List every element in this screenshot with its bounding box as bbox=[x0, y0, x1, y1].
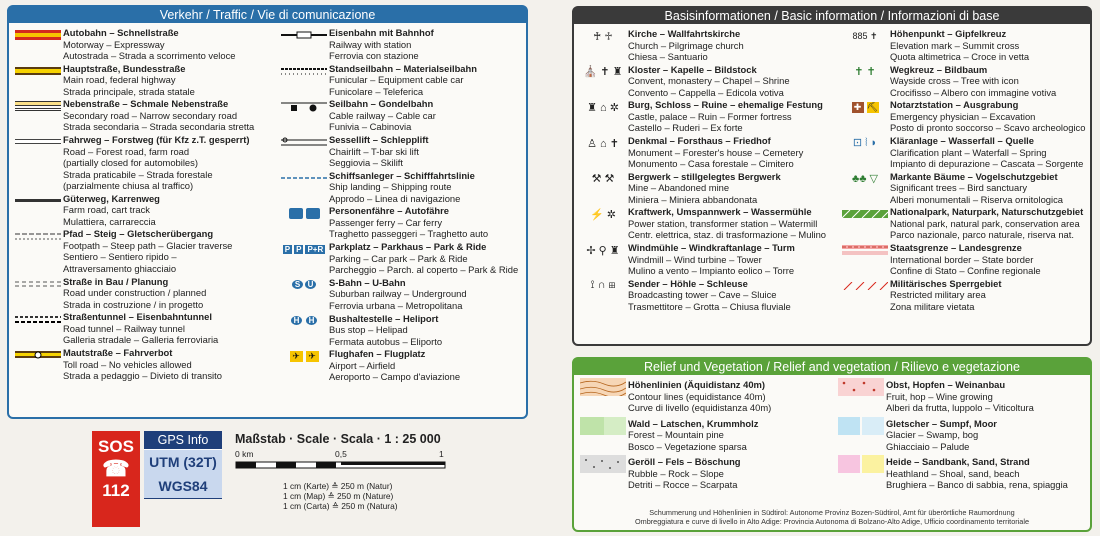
funicular-icon bbox=[279, 63, 329, 79]
legend-item-text bbox=[329, 313, 442, 348]
legend-item-title: Gletscher – Sumpf, Moor bbox=[886, 417, 997, 429]
legend-item-text bbox=[890, 28, 1029, 63]
wayside-icon: ✝ ✝ bbox=[854, 66, 876, 79]
basic-info-title: Basisinformationen / Basic information / Informazioni di base bbox=[574, 8, 1090, 24]
legend-item-text bbox=[628, 278, 791, 313]
traffic-legend-panel bbox=[7, 5, 528, 419]
legend-item-translation: Suburban railway – Underground bbox=[329, 288, 467, 300]
legend-item-sbahn bbox=[279, 277, 525, 313]
legend-item-translation: Railway with station bbox=[329, 38, 412, 50]
castle-icon: ♜ ⌂ ✲ bbox=[587, 101, 619, 114]
legend-item-parking bbox=[279, 241, 525, 277]
legend-item-tunnel bbox=[13, 311, 275, 347]
legend-item-title: Höhenlinien (Äquidistanz 40m) bbox=[628, 379, 765, 390]
legend-item-border bbox=[840, 242, 1090, 278]
legend-item-bau bbox=[13, 276, 275, 312]
legend-item-text bbox=[628, 99, 823, 134]
basic-info-right-column bbox=[840, 28, 1090, 314]
legend-item-text bbox=[890, 242, 1041, 277]
legend-item-translation: Road tunnel – Railway tunnel bbox=[63, 322, 185, 334]
relief-left-column bbox=[578, 379, 828, 495]
relief-right-column bbox=[836, 379, 1090, 495]
mine-icon: ⚒ ⚒ bbox=[591, 173, 615, 186]
rubble-icon bbox=[578, 456, 628, 472]
legend-item-translation: Confine di Stato – Confine regionale bbox=[890, 265, 1041, 277]
airport-icon: ✈ ✈ bbox=[279, 348, 329, 364]
legend-item-translation: Parking – Car park – Park & Ride bbox=[329, 252, 468, 264]
legend-item-title: Staatsgrenze – Landesgrenze bbox=[890, 242, 1022, 254]
legend-item-translation: Strada principale, strada statale bbox=[63, 85, 195, 97]
legend-item-translation: Chairlift – T-bar ski lift bbox=[329, 145, 419, 157]
legend-item-title: Seilbahn – Gondelbahn bbox=[329, 98, 434, 110]
heath-icon bbox=[836, 456, 886, 472]
legend-item-translation: Ghiacciaio – Palude bbox=[886, 440, 970, 452]
fruit-icon bbox=[836, 379, 886, 395]
legend-item-text bbox=[63, 311, 218, 346]
legend-item-text bbox=[628, 171, 781, 206]
legend-item-text bbox=[329, 63, 477, 98]
legend-item-title: Hauptstraße, Bundesstraße bbox=[63, 62, 186, 74]
legend-item-fahrweg bbox=[13, 134, 275, 193]
legend-item-translation: Bus stop – Helipad bbox=[329, 324, 408, 335]
legend-item-translation: National park, natural park, conservation area bbox=[890, 217, 1080, 229]
legend-item-translation: International border – State border bbox=[890, 253, 1034, 265]
legend-item-translation: Strada in costruzione / in progetto bbox=[63, 298, 204, 310]
legend-item-text bbox=[329, 170, 475, 205]
tunnel-icon bbox=[13, 311, 63, 327]
scale-tick: 0 km bbox=[235, 449, 254, 459]
legend-item-park bbox=[840, 206, 1090, 242]
legend-item-translation: Aeroporto – Campo d'aviazione bbox=[329, 371, 461, 383]
legend-item-translation: Seggiovia – Skilift bbox=[329, 157, 403, 169]
legend-item-text bbox=[628, 206, 826, 241]
bau-icon bbox=[13, 276, 63, 292]
legend-item-gueterweg bbox=[13, 193, 275, 229]
legend-item-maut bbox=[13, 347, 275, 383]
legend-item-text bbox=[63, 228, 232, 274]
legend-item-text bbox=[329, 134, 429, 169]
legend-item-translation: Ship landing – Shipping route bbox=[329, 181, 452, 193]
scale-tick: 1 bbox=[439, 449, 444, 459]
legend-item-translation: Monument – Forester's house – Cemetery bbox=[628, 146, 804, 158]
legend-item-translation: Trasmettitore – Grotta – Chiusa fluviale bbox=[628, 300, 791, 312]
legend-item-translation: Funicolare – Teleferica bbox=[329, 85, 424, 97]
hauptstrasse-icon bbox=[13, 63, 63, 79]
legend-item-mine bbox=[578, 171, 840, 207]
legend-item-translation: Power station, transformer station – Watermill bbox=[628, 217, 818, 229]
scale-row: 1 cm (Map) ≙ 250 m (Nature) bbox=[283, 491, 394, 501]
gueterweg-icon bbox=[13, 193, 63, 209]
legend-item-rail bbox=[279, 27, 525, 63]
sos-emergency-badge bbox=[92, 431, 140, 527]
legend-item-text bbox=[628, 135, 803, 170]
legend-item-title: Flughafen – Flugplatz bbox=[329, 348, 426, 360]
legend-item-text bbox=[628, 64, 790, 99]
legend-item-glacier bbox=[836, 418, 1090, 457]
scale-bar-block bbox=[235, 431, 455, 511]
legend-item-title: Schiffsanleger – Schifffahrtslinie bbox=[329, 169, 475, 181]
legend-item-translation: Centr. elettrica, staz. di trasformazione – Mulino bbox=[628, 229, 827, 241]
legend-item-title: Markante Bäume – Vogelschutzgebiet bbox=[890, 170, 1058, 182]
elevation-icon: 885 ✝ bbox=[852, 30, 878, 41]
legend-item-translation: (parzialmente chiusa al traffico) bbox=[63, 180, 194, 192]
scale-row: 1 cm (Carta) ≙ 250 m (Natura) bbox=[283, 501, 398, 511]
legend-item-translation: Forest – Mountain pine bbox=[628, 429, 724, 440]
legend-item-title: Höhenpunkt – Gipfelkreuz bbox=[890, 28, 1007, 39]
gps-wgs: WGS84 bbox=[144, 474, 222, 498]
legend-item-translation: Elevation mark – Summit cross bbox=[890, 39, 1020, 51]
legend-item-title: Militärisches Sperrgebiet bbox=[890, 277, 1002, 289]
legend-item-translation: Bosco – Vegetazione sparsa bbox=[628, 440, 747, 452]
legend-item-text bbox=[63, 193, 160, 228]
gps-info-box bbox=[144, 431, 222, 499]
legend-item-translation: Ferrovia urbana – Metropolitana bbox=[329, 299, 463, 311]
legend-item-translation: Strada praticabile – Strada forestale bbox=[63, 168, 213, 180]
legend-item-translation: Secondary road – Narrow secondary road bbox=[63, 109, 238, 121]
legend-item-text bbox=[886, 456, 1068, 491]
cablecar-icon bbox=[279, 98, 329, 114]
legend-item-translation: Farm road, cart track bbox=[63, 204, 150, 216]
legend-item-translation: Sentiero – Sentiero ripido – bbox=[63, 251, 177, 263]
parking-icon: P P P+R bbox=[284, 244, 324, 254]
legend-item-military bbox=[840, 278, 1090, 314]
legend-item-translation: Main road, federal highway bbox=[63, 74, 176, 86]
legend-item-ferry bbox=[279, 205, 525, 241]
legend-item-monument bbox=[578, 135, 840, 171]
legend-item-contour bbox=[578, 379, 828, 418]
legend-item-water bbox=[840, 135, 1090, 171]
sbahn-icon: S U bbox=[279, 277, 329, 293]
monument-icon: ♙ ⌂ ✝ bbox=[587, 137, 619, 150]
legend-item-translation: Fermata autobus – Eliporto bbox=[329, 335, 443, 347]
legend-item-title: Heide – Sandbank, Sand, Strand bbox=[886, 456, 1030, 467]
legend-item-nebenstrasse bbox=[13, 98, 275, 134]
legend-item-church bbox=[578, 28, 840, 64]
legend-item-title: Wald – Latschen, Krummholz bbox=[628, 417, 759, 429]
legend-item-translation: Chiesa – Santuario bbox=[628, 51, 708, 62]
legend-item-text bbox=[886, 379, 1034, 414]
legend-item-text bbox=[886, 418, 997, 453]
legend-item-title: Notarztstation – Ausgrabung bbox=[890, 99, 1019, 111]
legend-item-title: Fahrweg – Forstweg (für Kfz z.T. gesperrt) bbox=[63, 134, 250, 146]
legend-item-title: Mautstraße – Fahrverbot bbox=[63, 347, 173, 358]
traffic-legend-right-column bbox=[279, 27, 525, 384]
maut-icon bbox=[13, 347, 63, 363]
park-icon bbox=[840, 206, 890, 222]
legend-item-text bbox=[63, 134, 249, 192]
legend-item-title: Parkplatz – Parkhaus – Park & Ride bbox=[329, 241, 487, 253]
legend-item-text bbox=[628, 28, 744, 63]
legend-item-translation: Glacier – Swamp, bog bbox=[886, 429, 979, 440]
trees-icon: ♣♣ ▽ bbox=[852, 173, 878, 186]
autobahn-icon bbox=[13, 27, 63, 43]
church-icon: ♰ ♱ bbox=[593, 30, 613, 43]
legend-item-translation: Airport – Airfield bbox=[329, 359, 396, 371]
legend-item-airport bbox=[279, 348, 525, 384]
legend-item-translation: Windmill – Wind turbine – Tower bbox=[628, 253, 762, 265]
legend-item-heath bbox=[836, 456, 1090, 495]
legend-item-wayside bbox=[840, 64, 1090, 100]
legend-item-title: Geröll – Fels – Böschung bbox=[628, 456, 741, 467]
legend-item-text bbox=[63, 98, 254, 133]
legend-item-translation: Mulattiera, carrareccia bbox=[63, 215, 156, 227]
legend-item-translation: Castello – Ruderi – Ex forte bbox=[628, 122, 743, 134]
legend-item-translation: Attraversamento ghiacciaio bbox=[63, 262, 177, 274]
legend-item-ship bbox=[279, 170, 525, 206]
legend-item-translation: Road – Forest road, farm road bbox=[63, 145, 190, 157]
legend-item-title: Wegkreuz – Bildbaum bbox=[890, 63, 988, 75]
legend-item-translation: Posto di pronto soccorso – Scavo archeologico bbox=[890, 122, 1086, 134]
legend-item-translation: Brughiera – Banco di sabbia, rena, spiaggia bbox=[886, 479, 1068, 490]
legend-item-title: Straßentunnel – Eisenbahntunnel bbox=[63, 311, 212, 323]
legend-item-title: Güterweg, Karrenweg bbox=[63, 192, 160, 204]
legend-item-title: Personenfähre – Autofähre bbox=[329, 205, 449, 217]
emergency-icon: ✚ ⛏ bbox=[840, 99, 890, 115]
legend-item-translation: Significant trees – Bird sanctuary bbox=[890, 182, 1028, 194]
glacier-icon bbox=[836, 418, 886, 434]
legend-item-text bbox=[628, 418, 758, 453]
legend-item-title: Pfad – Steig – Gletscherübergang bbox=[63, 228, 214, 240]
legend-item-title: Burg, Schloss – Ruine – ehemalige Festung bbox=[628, 99, 823, 111]
legend-item-text bbox=[890, 135, 1083, 170]
legend-item-cablecar bbox=[279, 98, 525, 134]
relief-source-note bbox=[574, 508, 1090, 526]
legend-item-text bbox=[628, 379, 771, 414]
legend-item-title: Sessellift – Schlepplift bbox=[329, 134, 429, 146]
legend-item-text bbox=[890, 278, 1002, 313]
legend-item-translation: Broadcasting tower – Cave – Sluice bbox=[628, 289, 777, 301]
legend-item-castle bbox=[578, 99, 840, 135]
legend-item-translation: Restricted military area bbox=[890, 289, 986, 301]
legend-item-text bbox=[329, 277, 467, 312]
legend-item-monastery bbox=[578, 64, 840, 100]
legend-item-text bbox=[329, 205, 488, 240]
note-line: Ombreggiatura e curve di livello in Alto Adige: Provincia Autonoma di Bolzano-Alto Adige, Ufficio coordinamento territoriale bbox=[634, 517, 1030, 526]
legend-item-translation: Alberi da frutta, luppolo – Viticoltura bbox=[886, 402, 1034, 413]
legend-item-translation: Convento – Cappella – Edicola votiva bbox=[628, 86, 784, 98]
legend-item-title: Eisenbahn mit Bahnhof bbox=[329, 27, 434, 38]
legend-item-title: Obst, Hopfen – Weinanbau bbox=[886, 379, 1006, 390]
bus-icon: H H bbox=[279, 313, 329, 329]
ferry-icon bbox=[279, 205, 329, 221]
legend-item-text bbox=[329, 98, 436, 133]
traffic-legend-left-column bbox=[13, 27, 275, 383]
legend-item-title: Bushaltestelle – Heliport bbox=[329, 312, 439, 324]
chairlift-icon bbox=[279, 134, 329, 150]
legend-item-translation: Convent, monastery – Chapel – Shrine bbox=[628, 75, 790, 87]
gps-title: GPS Info bbox=[144, 431, 222, 450]
legend-item-translation: Crocifisso – Albero con immagine votiva bbox=[890, 86, 1057, 98]
traffic-legend-title: Verkehr / Traffic / Vie di comunicazione bbox=[9, 7, 526, 23]
ship-icon bbox=[279, 170, 329, 186]
legend-item-translation: Strada secondaria – Strada secondaria stretta bbox=[63, 121, 255, 133]
legend-item-text bbox=[329, 348, 460, 383]
power-icon: ⚡ ✲ bbox=[590, 208, 616, 221]
legend-item-title: Kläranlage – Wasserfall – Quelle bbox=[890, 135, 1034, 147]
legend-item-bus bbox=[279, 313, 525, 349]
legend-item-rubble bbox=[578, 456, 828, 495]
legend-item-translation: Footpath – Steep path – Glacier traverse bbox=[63, 239, 233, 251]
border-icon bbox=[840, 242, 890, 258]
legend-item-title: Kraftwerk, Umspannwerk – Wassermühle bbox=[628, 206, 812, 218]
legend-item-title: Nationalpark, Naturpark, Naturschutzgebiet bbox=[890, 206, 1084, 218]
legend-item-title: Sender – Höhle – Schleuse bbox=[628, 277, 748, 289]
legend-item-translation: Passenger ferry – Car ferry bbox=[329, 216, 443, 228]
legend-item-title: Standseilbahn – Materialseilbahn bbox=[329, 62, 477, 74]
legend-item-translation: Traghetto passeggeri – Traghetto auto bbox=[329, 228, 489, 240]
legend-item-chairlift bbox=[279, 134, 525, 170]
legend-item-translation: Mine – Abandoned mine bbox=[628, 182, 730, 194]
legend-item-translation: Clarification plant – Waterfall – Spring bbox=[890, 146, 1047, 158]
legend-item-translation: Monumento – Casa forestale – Cimitero bbox=[628, 158, 794, 170]
legend-item-translation: Curve di livello (equidistanza 40m) bbox=[628, 402, 772, 413]
legend-item-translation: Road under construction / planned bbox=[63, 287, 207, 299]
legend-item-translation: Ferrovia con stazione bbox=[329, 50, 419, 61]
legend-item-pfad bbox=[13, 228, 275, 275]
legend-item-translation: Alberi monumentali – Riserva ornitologica bbox=[890, 193, 1063, 205]
sos-label: SOS bbox=[98, 437, 134, 456]
legend-item-text bbox=[63, 63, 195, 98]
military-icon bbox=[840, 278, 890, 294]
basic-info-panel bbox=[572, 6, 1092, 346]
legend-item-text bbox=[329, 241, 518, 276]
legend-item-translation: Motorway – Expressway bbox=[63, 38, 165, 50]
legend-item-fruit bbox=[836, 379, 1090, 418]
legend-item-translation: Fruit, hop – Wine growing bbox=[886, 390, 993, 402]
monastery-icon: ⛪ ✝ ♜ bbox=[583, 66, 623, 79]
legend-item-text bbox=[890, 64, 1056, 99]
legend-item-power bbox=[578, 206, 840, 242]
legend-item-translation: Heathland – Shoal, sand, beach bbox=[886, 467, 1020, 479]
legend-item-translation: Zona militare vietata bbox=[890, 300, 975, 312]
contour-icon bbox=[578, 379, 628, 395]
scale-row: 1 cm (Karte) ≙ 250 m (Natur) bbox=[283, 481, 393, 491]
scale-bar bbox=[235, 460, 447, 470]
legend-item-transmitter bbox=[578, 278, 840, 314]
legend-item-title: Nebenstraße – Schmale Nebenstraße bbox=[63, 98, 229, 110]
water-icon: ⊡ ⦚ ◗ bbox=[852, 137, 878, 150]
legend-item-windmill bbox=[578, 242, 840, 278]
legend-item-translation: Funivia – Cabinovia bbox=[329, 121, 412, 133]
scale-title: Maßstab · Scale · Scala · 1 : 25 000 bbox=[235, 432, 441, 446]
legend-item-translation: Galleria stradale – Galleria ferroviaria bbox=[63, 334, 219, 346]
relief-vegetation-panel bbox=[572, 357, 1092, 532]
gps-utm: UTM (32T) bbox=[144, 450, 222, 474]
legend-item-translation: (partially closed for automobiles) bbox=[63, 157, 198, 169]
legend-item-translation: Autostrada – Strada a scorrimento veloce bbox=[63, 50, 236, 61]
legend-item-translation: Parco nazionale, parco naturale, riserva nat. bbox=[890, 229, 1074, 241]
forest-icon bbox=[578, 418, 628, 434]
legend-item-translation: Parcheggio – Parch. al coperto – Park & Ride bbox=[329, 264, 519, 276]
legend-item-translation: Toll road – No vehicles allowed bbox=[63, 358, 192, 370]
legend-item-title: Windmühle – Windkraftanlage – Turm bbox=[628, 242, 795, 254]
legend-item-translation: Miniera – Miniera abbandonata bbox=[628, 193, 758, 205]
legend-item-text bbox=[628, 242, 795, 277]
legend-item-translation: Impianto di depurazione – Cascata – Sorgente bbox=[890, 158, 1084, 170]
legend-item-translation: Church – Pilgrimage church bbox=[628, 39, 744, 51]
legend-item-translation: Rubble – Rock – Slope bbox=[628, 467, 724, 479]
legend-item-title: Bergwerk – stillgelegtes Bergwerk bbox=[628, 170, 781, 182]
legend-item-translation: Mulino a vento – Impianto eolico – Torre bbox=[628, 265, 795, 277]
legend-item-translation: Strada a pedaggio – Divieto di transito bbox=[63, 370, 222, 381]
sos-number: 112 bbox=[102, 481, 130, 500]
rail-icon bbox=[279, 27, 329, 43]
legend-item-translation: Wayside cross – Tree with icon bbox=[890, 75, 1019, 87]
legend-item-translation: Quota altimetrica – Croce in vetta bbox=[890, 51, 1030, 62]
legend-item-title: Autobahn – Schnellstraße bbox=[63, 27, 179, 38]
legend-item-text bbox=[628, 456, 741, 491]
legend-item-text bbox=[890, 99, 1085, 134]
legend-item-autobahn bbox=[13, 27, 275, 63]
legend-item-forest bbox=[578, 418, 828, 457]
legend-item-hauptstrasse bbox=[13, 63, 275, 99]
scale-tick: 0,5 bbox=[335, 449, 347, 459]
legend-item-text bbox=[63, 27, 236, 62]
legend-item-translation: Approdo – Linea di navigazione bbox=[329, 192, 461, 204]
transmitter-icon: ⟟ ∩ ⊞ bbox=[590, 279, 616, 292]
legend-item-text bbox=[890, 171, 1063, 206]
note-line: Schummerung und Höhenlinien in Südtirol: Autonome Provinz Bozen-Südtirol, Amt für überörtliche Raumordnung bbox=[649, 508, 1015, 517]
legend-item-funicular bbox=[279, 63, 525, 99]
basic-info-left-column bbox=[578, 28, 840, 314]
legend-item-trees bbox=[840, 171, 1090, 207]
legend-item-text bbox=[63, 347, 222, 382]
pfad-icon bbox=[13, 228, 63, 244]
legend-item-title: Denkmal – Forsthaus – Friedhof bbox=[628, 135, 771, 147]
legend-item-translation: Cable railway – Cable car bbox=[329, 109, 436, 121]
windmill-icon: ✢ ⚲ ♜ bbox=[586, 244, 620, 257]
fahrweg-icon bbox=[13, 134, 63, 150]
legend-item-emergency bbox=[840, 99, 1090, 135]
legend-item-text bbox=[329, 27, 434, 62]
legend-item-text bbox=[890, 206, 1083, 241]
legend-item-translation: Detriti – Rocce – Scarpata bbox=[628, 479, 738, 490]
legend-item-title: Straße in Bau / Planung bbox=[63, 275, 169, 287]
legend-item-text bbox=[63, 276, 206, 311]
phone-icon: ☎ bbox=[102, 456, 130, 481]
legend-item-translation: Contour lines (equidistance 40m) bbox=[628, 390, 766, 402]
legend-item-title: Kirche – Wallfahrtskirche bbox=[628, 28, 741, 39]
legend-item-translation: Castle, palace – Ruin – Former fortress bbox=[628, 110, 792, 122]
legend-item-title: Kloster – Kapelle – Bildstock bbox=[628, 63, 757, 75]
legend-item-title: S-Bahn – U-Bahn bbox=[329, 276, 406, 288]
legend-item-translation: Emergency physician – Excavation bbox=[890, 110, 1036, 122]
legend-item-elevation bbox=[840, 28, 1090, 64]
relief-vegetation-title: Relief und Vegetation / Relief and vegetation / Rilievo e vegetazione bbox=[574, 359, 1090, 375]
nebenstrasse-icon bbox=[13, 98, 63, 114]
legend-item-translation: Funicular – Equipment cable car bbox=[329, 74, 464, 86]
